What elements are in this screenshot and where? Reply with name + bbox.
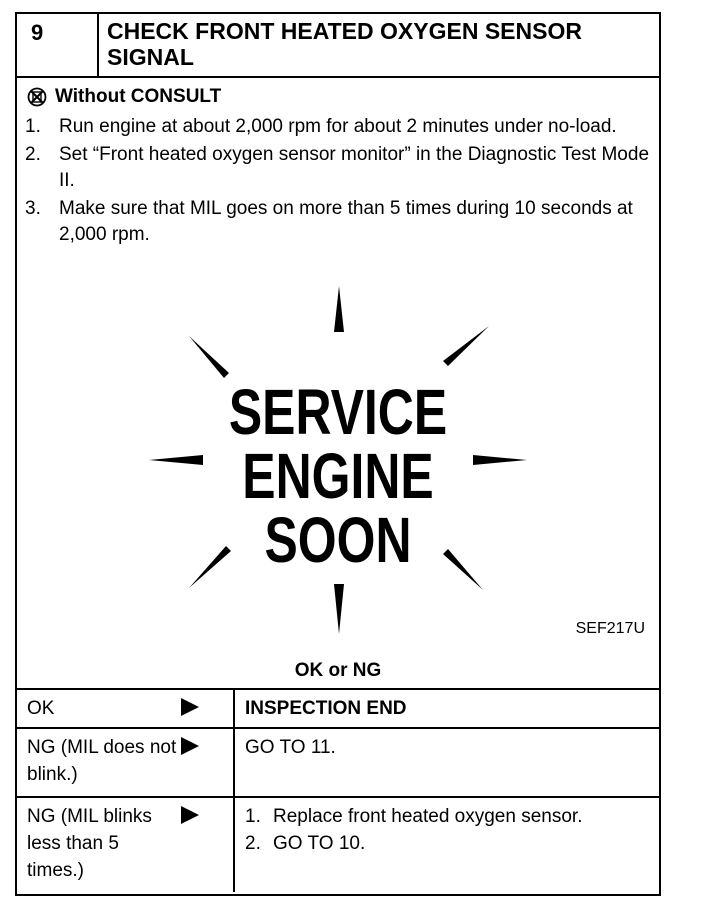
result-action: GO TO 11. bbox=[234, 728, 659, 797]
arrow-right-icon bbox=[181, 698, 199, 716]
figure-id: SEF217U bbox=[575, 620, 645, 637]
table-row bbox=[17, 689, 659, 728]
step-num: 2. bbox=[25, 144, 41, 165]
soon-text: SOON bbox=[264, 504, 412, 576]
procedure-box bbox=[15, 12, 661, 896]
result-condition: NG (MIL does not blink.) bbox=[17, 728, 177, 797]
step-num: 1. bbox=[25, 116, 41, 137]
result-action-list bbox=[234, 797, 659, 892]
result-prompt: OK or NG bbox=[294, 660, 382, 681]
result-action-item bbox=[245, 803, 649, 830]
action-text: GO TO 10. bbox=[273, 833, 366, 854]
procedure-step bbox=[25, 114, 655, 140]
result-action: INSPECTION END bbox=[234, 689, 659, 728]
arrow-right-icon bbox=[181, 806, 199, 824]
action-num: 2. bbox=[245, 833, 261, 854]
table-row bbox=[17, 728, 659, 797]
step-text: Set “Front heated oxygen sensor monitor” in the Diagnostic Test Mode II. bbox=[59, 144, 650, 191]
consult-mode-text: Without CONSULT bbox=[55, 86, 222, 107]
step-text: Run engine at about 2,000 rpm for about 2 minutes under no-load. bbox=[59, 116, 617, 137]
step-header bbox=[17, 14, 659, 78]
arrow-right-icon bbox=[181, 737, 199, 755]
arrow-cell bbox=[177, 797, 234, 892]
step-num: 3. bbox=[25, 198, 41, 219]
arrow-cell bbox=[177, 689, 234, 728]
result-condition: OK bbox=[17, 689, 177, 728]
table-row bbox=[17, 797, 659, 892]
procedure-step bbox=[25, 142, 655, 194]
no-consult-icon bbox=[27, 87, 47, 107]
arrow-cell bbox=[177, 728, 234, 797]
action-text: Replace front heated oxygen sensor. bbox=[273, 806, 583, 827]
service-text: SERVICE bbox=[228, 376, 448, 448]
action-num: 1. bbox=[245, 806, 261, 827]
result-table bbox=[17, 688, 659, 892]
result-condition: NG (MIL blinks less than 5 times.) bbox=[17, 797, 177, 892]
step-title: CHECK FRONT HEATED OXYGEN SENSOR SIGNAL bbox=[107, 18, 582, 70]
step-number: 9 bbox=[17, 14, 99, 76]
step-text: Make sure that MIL goes on more than 5 times during 10 seconds at 2,000 rpm. bbox=[59, 198, 633, 245]
procedure-steps bbox=[25, 114, 655, 250]
procedure-step bbox=[25, 196, 655, 248]
engine-text: ENGINE bbox=[242, 440, 434, 512]
consult-mode-label bbox=[27, 86, 221, 108]
mil-illustration bbox=[17, 284, 659, 644]
result-action-item bbox=[245, 830, 649, 857]
